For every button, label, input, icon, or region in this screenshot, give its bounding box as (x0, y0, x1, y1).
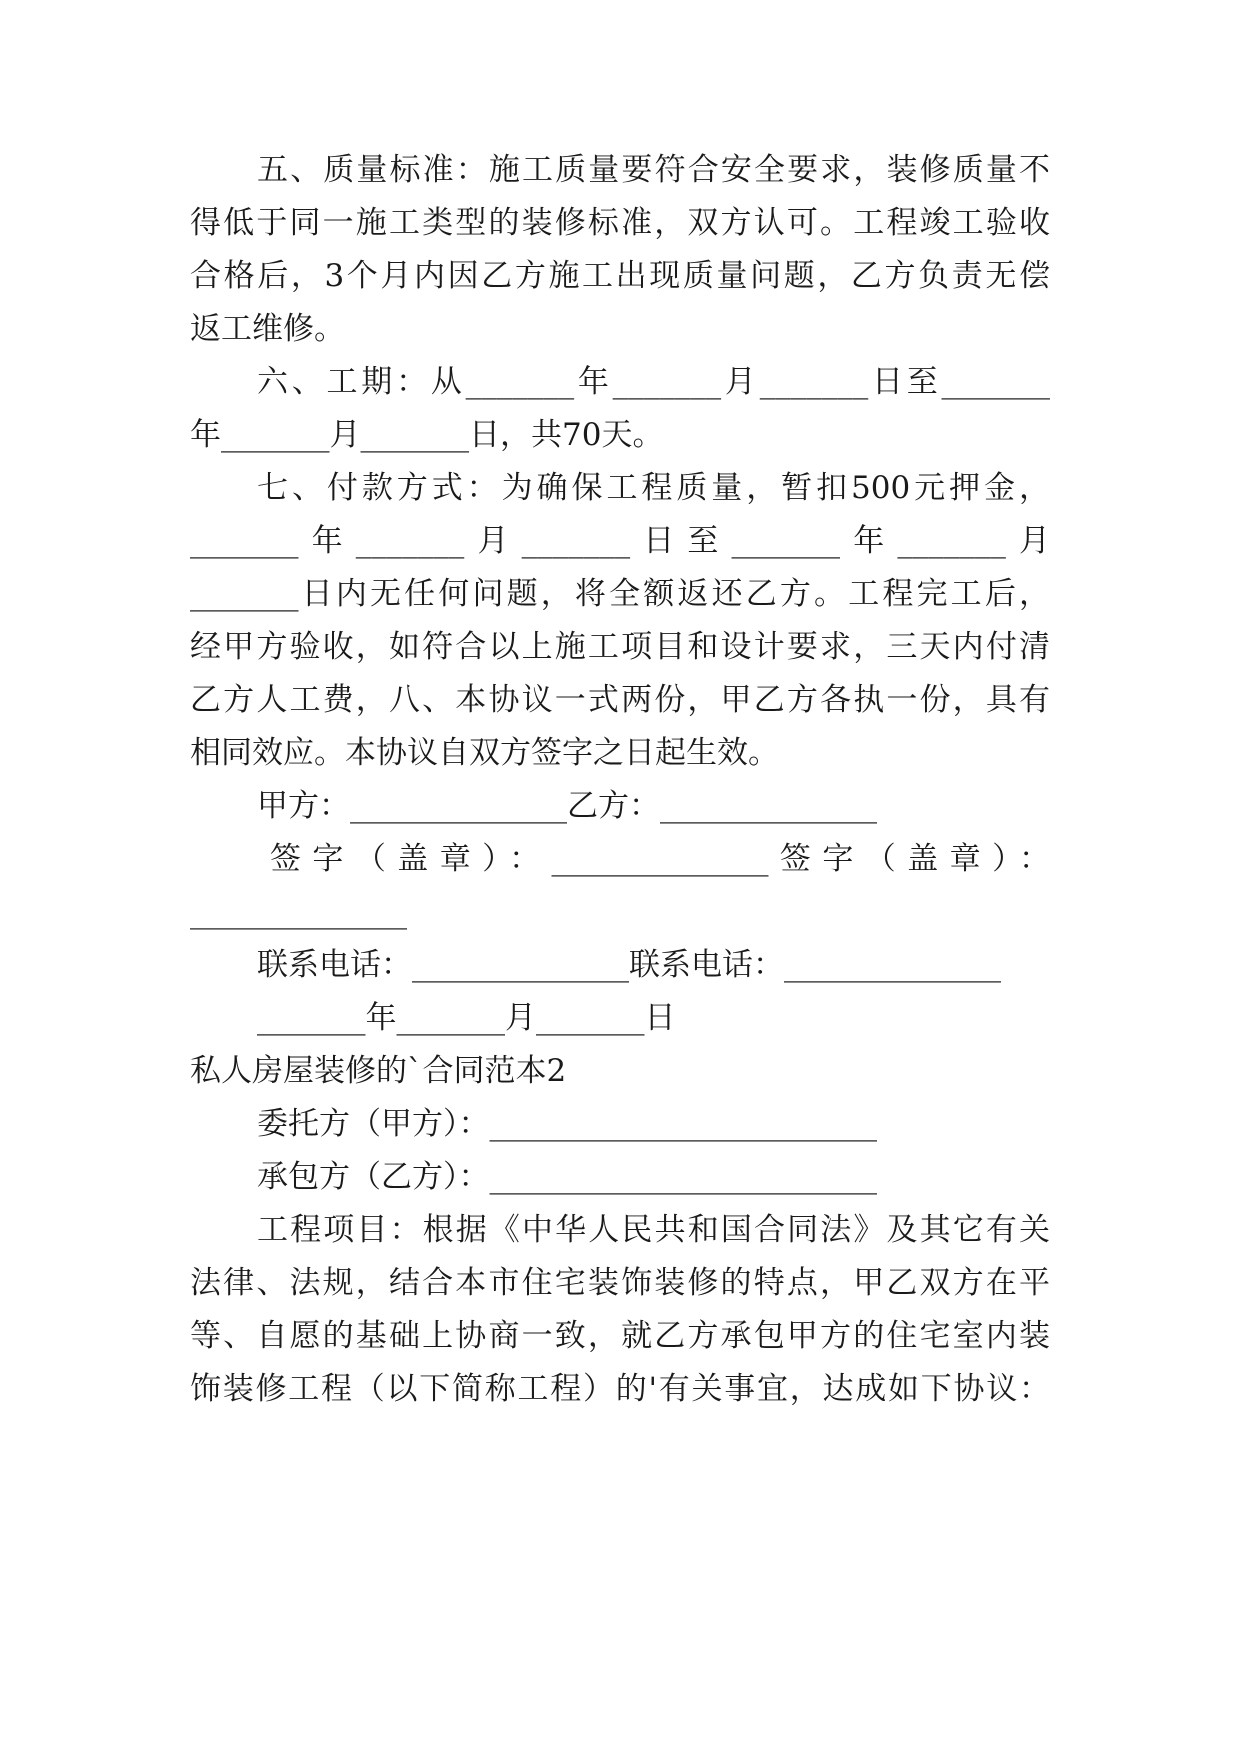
project-clause-line-4: 饰装修工程（以下简称工程）的'有关事宜，达成如下协议： (190, 1371, 1050, 1407)
client-party-line: 委托方（甲方）：_________________________ (257, 1106, 877, 1142)
seal-signature-line: 签字（盖章）：______________签字（盖章）： (270, 841, 1050, 877)
seal-signature-blank: ______________ (190, 894, 407, 930)
clause-7-line-1: 七、付款方式：为确保工程质量，暂扣500元押金， (257, 470, 1050, 506)
contractor-party-line: 承包方（乙方）：_________________________ (257, 1159, 877, 1195)
contact-phone-line: 联系电话：______________联系电话：______________ (257, 947, 1001, 983)
clause-7-line-6: 相同效应。本协议自双方签字之日起生效。 (190, 735, 779, 771)
date-line: _______年_______月_______日 (257, 1000, 676, 1036)
clause-6-line-2: 年_______月_______日，共70天。 (190, 417, 664, 453)
clause-7-line-4: 经甲方验收，如符合以上施工项目和设计要求，三天内付清 (190, 629, 1050, 665)
clause-7-line-2: _______年_______月_______日至_______年_______月 (190, 523, 1050, 559)
project-clause-line-2: 法律、法规，结合本市住宅装饰装修的特点，甲乙双方在平 (190, 1265, 1050, 1301)
section-title: 私人房屋装修的`合同范本2 (190, 1053, 567, 1089)
clause-5-line-3: 合格后，3个月内因乙方施工出现质量问题，乙方负责无偿 (190, 258, 1050, 294)
party-signature-line: 甲方：______________乙方：______________ (257, 788, 877, 824)
clause-7-line-3: _______日内无任何问题，将全额返还乙方。工程完工后， (190, 576, 1050, 612)
clause-7-line-5: 乙方人工费，八、本协议一式两份，甲乙方各执一份，具有 (190, 682, 1050, 718)
clause-5-line-2: 得低于同一施工类型的装修标准，双方认可。工程竣工验收 (190, 205, 1050, 241)
clause-5-line-4: 返工维修。 (190, 311, 345, 347)
clause-5-line-1: 五、质量标准：施工质量要符合安全要求，装修质量不 (257, 152, 1050, 188)
project-clause-line-3: 等、自愿的基础上协商一致，就乙方承包甲方的住宅室内装 (190, 1318, 1050, 1354)
project-clause-line-1: 工程项目：根据《中华人民共和国合同法》及其它有关 (257, 1212, 1050, 1248)
clause-6-line-1: 六、工期：从_______年_______月_______日至_______ (257, 364, 1050, 400)
